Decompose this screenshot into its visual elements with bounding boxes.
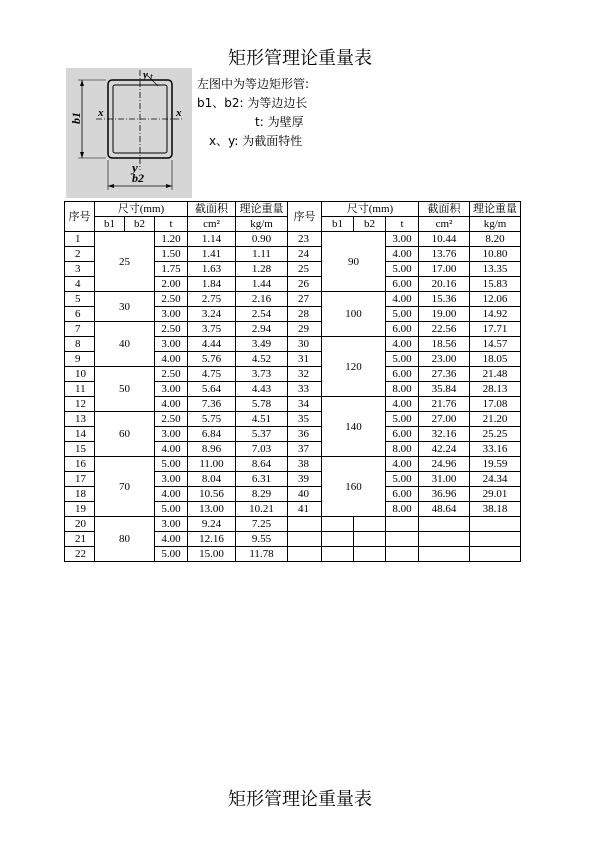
weight-cell: 9.55 (236, 532, 288, 547)
header-size-right: 尺寸(mm) (322, 202, 419, 217)
row-number: 33 (288, 382, 322, 397)
header-b1: b1 (95, 217, 125, 232)
weight-cell: 5.78 (236, 397, 288, 412)
area-cell: 7.36 (188, 397, 236, 412)
weight-cell: 1.44 (236, 277, 288, 292)
weight-cell: 2.16 (236, 292, 288, 307)
row-number: 30 (288, 337, 322, 352)
thickness-cell: 3.00 (155, 307, 188, 322)
thickness-cell: 3.00 (155, 382, 188, 397)
weight-cell: 3.73 (236, 367, 288, 382)
area-cell: 35.84 (419, 382, 470, 397)
area-cell: 1.63 (188, 262, 236, 277)
legend (197, 75, 309, 151)
header-area-right: 截面积 (419, 202, 470, 217)
thickness-cell: 4.00 (155, 352, 188, 367)
thickness-cell: 3.00 (155, 427, 188, 442)
tube-cross-section-icon (66, 68, 192, 198)
side-length-cell: 140 (322, 397, 386, 457)
thickness-cell: 5.00 (155, 502, 188, 517)
area-cell: 22.56 (419, 322, 470, 337)
thickness-cell: 4.00 (386, 247, 419, 262)
thickness-cell: 6.00 (386, 277, 419, 292)
b1-label: b1 (69, 112, 83, 124)
empty-cell (419, 517, 470, 532)
thickness-cell: 4.00 (155, 397, 188, 412)
side-length-cell: 80 (95, 517, 155, 562)
thickness-cell: 3.00 (155, 517, 188, 532)
area-cell: 27.00 (419, 412, 470, 427)
thickness-cell: 4.00 (155, 532, 188, 547)
table-row (65, 367, 521, 382)
empty-cell (354, 532, 386, 547)
area-cell: 17.00 (419, 262, 470, 277)
footer-title: 矩形管理论重量表 (228, 789, 372, 810)
row-number: 19 (65, 502, 95, 517)
row-number: 31 (288, 352, 322, 367)
weight-cell: 0.90 (236, 232, 288, 247)
side-length-cell: 90 (322, 232, 386, 292)
thickness-cell: 3.00 (155, 337, 188, 352)
weight-cell: 11.78 (236, 547, 288, 562)
empty-cell (386, 532, 419, 547)
row-number: 9 (65, 352, 95, 367)
header-seq-right: 序号 (288, 202, 322, 232)
header-weight: 理论重量 (236, 202, 288, 217)
thickness-cell: 5.00 (155, 547, 188, 562)
header-seq: 序号 (65, 202, 95, 232)
empty-cell (386, 517, 419, 532)
area-cell: 15.36 (419, 292, 470, 307)
x-right-label: x (176, 107, 182, 119)
thickness-cell: 4.00 (386, 457, 419, 472)
legend-line: t: 为壁厚 (255, 115, 304, 129)
thickness-cell: 5.00 (386, 307, 419, 322)
area-cell: 10.44 (419, 232, 470, 247)
legend-line: b1、b2: 为等边边长 (197, 96, 308, 110)
side-length-cell: 120 (322, 337, 386, 397)
weight-cell: 6.31 (236, 472, 288, 487)
empty-cell (288, 532, 322, 547)
header-size: 尺寸(mm) (95, 202, 188, 217)
weight-cell: 25.25 (470, 427, 521, 442)
area-cell: 8.96 (188, 442, 236, 457)
weight-cell: 10.80 (470, 247, 521, 262)
header-b1-right: b1 (322, 217, 354, 232)
row-number: 28 (288, 307, 322, 322)
area-cell: 3.24 (188, 307, 236, 322)
area-cell: 18.56 (419, 337, 470, 352)
area-cell: 15.00 (188, 547, 236, 562)
empty-cell (470, 547, 521, 562)
thickness-cell: 5.00 (386, 262, 419, 277)
row-number: 4 (65, 277, 95, 292)
y-top-label: y (143, 69, 148, 81)
empty-cell (354, 547, 386, 562)
y-bottom-label: y (132, 160, 138, 175)
row-number: 29 (288, 322, 322, 337)
area-cell: 5.75 (188, 412, 236, 427)
table-row (65, 457, 521, 472)
weight-cell: 8.20 (470, 232, 521, 247)
header-t-right: t (386, 217, 419, 232)
row-number: 21 (65, 532, 95, 547)
row-number: 14 (65, 427, 95, 442)
row-number: 23 (288, 232, 322, 247)
thickness-cell: 6.00 (386, 427, 419, 442)
legend-line: 左图中为等边矩形管: (197, 77, 310, 91)
table-row (65, 232, 521, 247)
row-number: 32 (288, 367, 322, 382)
row-number: 22 (65, 547, 95, 562)
row-number: 17 (65, 472, 95, 487)
side-length-cell: 70 (95, 457, 155, 517)
row-number: 16 (65, 457, 95, 472)
area-cell: 5.64 (188, 382, 236, 397)
thickness-cell: 5.00 (386, 472, 419, 487)
row-number: 18 (65, 487, 95, 502)
row-number: 8 (65, 337, 95, 352)
area-cell: 3.75 (188, 322, 236, 337)
area-cell: 42.24 (419, 442, 470, 457)
weight-cell: 4.51 (236, 412, 288, 427)
row-number: 24 (288, 247, 322, 262)
x-left-label: x (98, 107, 104, 119)
row-number: 15 (65, 442, 95, 457)
rectangular-tube-diagram (66, 68, 192, 198)
weight-cell: 5.37 (236, 427, 288, 442)
legend-line: x、y: 为截面特性 (209, 134, 303, 148)
side-length-cell: 25 (95, 232, 155, 292)
area-cell: 23.00 (419, 352, 470, 367)
header-weight-unit: kg/m (236, 217, 288, 232)
weight-cell: 14.57 (470, 337, 521, 352)
table-row (65, 517, 521, 532)
area-cell: 13.76 (419, 247, 470, 262)
empty-cell (322, 517, 354, 532)
weight-cell: 7.03 (236, 442, 288, 457)
header-weight-right: 理论重量 (470, 202, 521, 217)
b2-label: b2 (132, 171, 144, 185)
thickness-cell: 8.00 (386, 502, 419, 517)
row-number: 26 (288, 277, 322, 292)
weight-cell: 2.54 (236, 307, 288, 322)
weight-cell: 38.18 (470, 502, 521, 517)
header-area-unit-right: cm² (419, 217, 470, 232)
thickness-cell: 2.50 (155, 292, 188, 307)
weight-cell: 18.05 (470, 352, 521, 367)
weight-cell: 33.16 (470, 442, 521, 457)
weight-cell: 1.28 (236, 262, 288, 277)
weight-table (64, 201, 521, 562)
area-cell: 1.14 (188, 232, 236, 247)
area-cell: 6.84 (188, 427, 236, 442)
empty-cell (322, 532, 354, 547)
row-number: 36 (288, 427, 322, 442)
weight-cell: 24.34 (470, 472, 521, 487)
area-cell: 32.16 (419, 427, 470, 442)
area-cell: 24.96 (419, 457, 470, 472)
area-cell: 21.76 (419, 397, 470, 412)
row-number: 41 (288, 502, 322, 517)
thickness-cell: 2.00 (155, 277, 188, 292)
area-cell: 1.41 (188, 247, 236, 262)
thickness-cell: 6.00 (386, 367, 419, 382)
area-cell: 31.00 (419, 472, 470, 487)
weight-cell: 7.25 (236, 517, 288, 532)
table-row (65, 412, 521, 427)
row-number: 20 (65, 517, 95, 532)
weight-cell: 4.52 (236, 352, 288, 367)
thickness-cell: 4.00 (386, 337, 419, 352)
thickness-cell: 1.20 (155, 232, 188, 247)
weight-cell: 3.49 (236, 337, 288, 352)
weight-cell: 4.43 (236, 382, 288, 397)
area-cell: 11.00 (188, 457, 236, 472)
thickness-cell: 1.50 (155, 247, 188, 262)
weight-cell: 8.29 (236, 487, 288, 502)
thickness-cell: 4.00 (155, 442, 188, 457)
side-length-cell: 100 (322, 292, 386, 337)
area-cell: 4.44 (188, 337, 236, 352)
area-cell: 5.76 (188, 352, 236, 367)
weight-cell: 13.35 (470, 262, 521, 277)
thickness-cell: 6.00 (386, 487, 419, 502)
weight-cell: 29.01 (470, 487, 521, 502)
thickness-cell: 5.00 (386, 352, 419, 367)
row-number: 11 (65, 382, 95, 397)
row-number: 27 (288, 292, 322, 307)
row-number: 10 (65, 367, 95, 382)
page-title: 矩形管理论重量表 (228, 48, 372, 69)
area-cell: 4.75 (188, 367, 236, 382)
row-number: 6 (65, 307, 95, 322)
empty-cell (288, 547, 322, 562)
thickness-cell: 5.00 (155, 457, 188, 472)
weight-cell: 19.59 (470, 457, 521, 472)
empty-cell (386, 547, 419, 562)
row-number: 34 (288, 397, 322, 412)
row-number: 1 (65, 232, 95, 247)
row-number: 2 (65, 247, 95, 262)
side-length-cell: 160 (322, 457, 386, 517)
thickness-cell: 2.50 (155, 367, 188, 382)
t-label: t (150, 72, 153, 83)
row-number: 5 (65, 292, 95, 307)
weight-cell: 21.48 (470, 367, 521, 382)
weight-cell: 15.83 (470, 277, 521, 292)
thickness-cell: 4.00 (155, 487, 188, 502)
row-number: 25 (288, 262, 322, 277)
row-number: 12 (65, 397, 95, 412)
thickness-cell: 3.00 (386, 232, 419, 247)
area-cell: 12.16 (188, 532, 236, 547)
table-row (65, 292, 521, 307)
header-area-unit: cm² (188, 217, 236, 232)
side-length-cell: 50 (95, 367, 155, 412)
area-cell: 9.24 (188, 517, 236, 532)
thickness-cell: 4.00 (386, 397, 419, 412)
thickness-cell: 4.00 (386, 292, 419, 307)
header-weight-unit-right: kg/m (470, 217, 521, 232)
row-number: 3 (65, 262, 95, 277)
empty-cell (322, 547, 354, 562)
header-b2-right: b2 (354, 217, 386, 232)
row-number: 39 (288, 472, 322, 487)
row-number: 7 (65, 322, 95, 337)
empty-cell (419, 547, 470, 562)
side-length-cell: 30 (95, 292, 155, 322)
area-cell: 19.00 (419, 307, 470, 322)
area-cell: 1.84 (188, 277, 236, 292)
weight-cell: 10.21 (236, 502, 288, 517)
empty-cell (354, 517, 386, 532)
weight-cell: 28.13 (470, 382, 521, 397)
side-length-cell: 40 (95, 322, 155, 367)
thickness-cell: 2.50 (155, 322, 188, 337)
thickness-cell: 2.50 (155, 412, 188, 427)
thickness-cell: 3.00 (155, 472, 188, 487)
thickness-cell: 8.00 (386, 382, 419, 397)
thickness-cell: 6.00 (386, 322, 419, 337)
thickness-cell: 5.00 (386, 412, 419, 427)
header-area: 截面积 (188, 202, 236, 217)
row-number: 40 (288, 487, 322, 502)
area-cell: 27.36 (419, 367, 470, 382)
weight-cell: 17.71 (470, 322, 521, 337)
empty-cell (288, 517, 322, 532)
header-b2: b2 (125, 217, 155, 232)
weight-cell: 12.06 (470, 292, 521, 307)
area-cell: 13.00 (188, 502, 236, 517)
area-cell: 2.75 (188, 292, 236, 307)
area-cell: 48.64 (419, 502, 470, 517)
row-number: 13 (65, 412, 95, 427)
table-row (65, 322, 521, 337)
side-length-cell: 60 (95, 412, 155, 457)
empty-cell (470, 532, 521, 547)
weight-cell: 14.92 (470, 307, 521, 322)
row-number: 35 (288, 412, 322, 427)
empty-cell (419, 532, 470, 547)
header-t: t (155, 217, 188, 232)
thickness-cell: 1.75 (155, 262, 188, 277)
area-cell: 10.56 (188, 487, 236, 502)
weight-cell: 2.94 (236, 322, 288, 337)
row-number: 38 (288, 457, 322, 472)
weight-cell: 17.08 (470, 397, 521, 412)
area-cell: 8.04 (188, 472, 236, 487)
thickness-cell: 8.00 (386, 442, 419, 457)
weight-cell: 8.64 (236, 457, 288, 472)
area-cell: 36.96 (419, 487, 470, 502)
row-number: 37 (288, 442, 322, 457)
empty-cell (470, 517, 521, 532)
weight-cell: 21.20 (470, 412, 521, 427)
weight-cell: 1.11 (236, 247, 288, 262)
area-cell: 20.16 (419, 277, 470, 292)
